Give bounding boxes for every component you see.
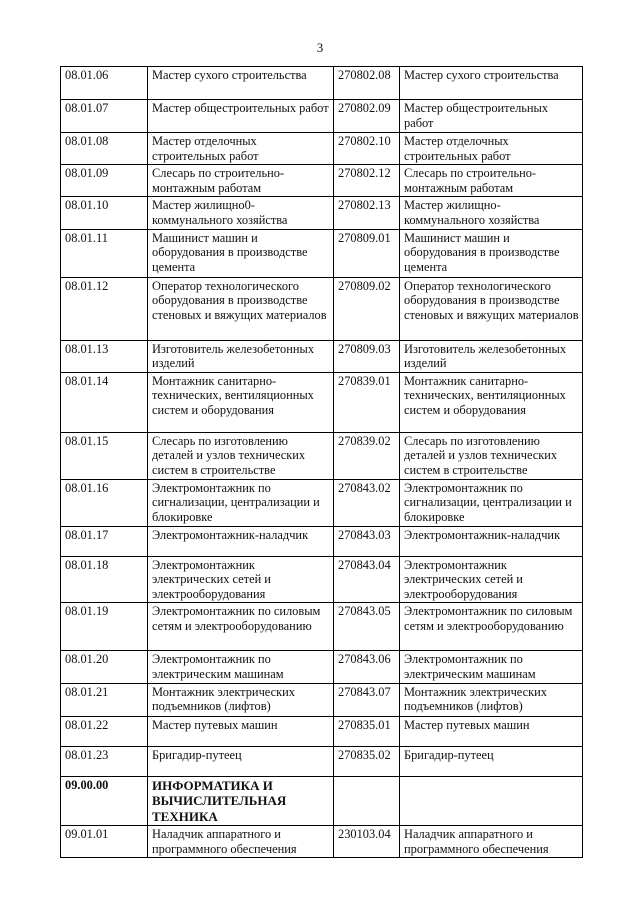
new-code-cell: 08.01.11 [61,229,148,277]
old-name-cell: Бригадир-путеец [400,746,583,776]
old-name-cell: Электромонтажник-наладчик [400,526,583,556]
table-row [61,826,583,858]
old-code-cell: 270843.04 [334,556,400,603]
new-name-cell: Наладчик аппаратного и программного обеспечения [148,826,334,858]
new-code-cell: 08.01.21 [61,683,148,716]
new-code-cell: 08.01.06 [61,67,148,100]
old-name-cell: Машинист машин и оборудования в производстве цемента [400,229,583,277]
table-row [61,67,583,100]
new-name-cell: Электромонтажник-наладчик [148,526,334,556]
old-code-cell: 270843.02 [334,479,400,526]
new-name-cell: Бригадир-путеец [148,746,334,776]
old-name-cell: Мастер отделочных строительных работ [400,133,583,165]
old-code-cell: 270839.01 [334,372,400,432]
old-code-cell: 270802.10 [334,133,400,165]
table-row [61,100,583,133]
new-name-cell: Мастер отделочных строительных работ [148,133,334,165]
old-code-cell: 270843.06 [334,651,400,683]
old-code-cell: 270802.08 [334,67,400,100]
new-name-cell: Монтажник электрических подъемников (лифтов) [148,683,334,716]
old-name-cell: Электромонтажник по сигнализации, централизации и блокировке [400,479,583,526]
new-name-cell: Мастер сухого строительства [148,67,334,100]
table-row [61,603,583,651]
table-row [61,229,583,277]
new-name-cell: Изготовитель железобетонных изделий [148,340,334,372]
old-code-cell: 270809.02 [334,277,400,340]
new-code-cell: 08.01.19 [61,603,148,651]
old-name-cell: Мастер путевых машин [400,716,583,746]
old-name-cell: Изготовитель железобетонных изделий [400,340,583,372]
old-name-cell: Мастер общестроительных работ [400,100,583,133]
new-code-cell: 09.01.01 [61,826,148,858]
new-code-cell: 08.01.17 [61,526,148,556]
new-code-cell: 08.01.23 [61,746,148,776]
new-code-cell: 08.01.15 [61,432,148,479]
old-code-cell: 270809.03 [334,340,400,372]
new-code-cell: 08.01.13 [61,340,148,372]
table-row [61,746,583,776]
old-name-cell: Мастер сухого строительства [400,67,583,100]
table-row [61,372,583,432]
new-name-cell: Оператор технологического оборудования в производстве стеновых и вяжущих материалов [148,277,334,340]
table-row [61,165,583,197]
old-code-cell: 270843.03 [334,526,400,556]
new-name-cell: Электромонтажник по сигнализации, централизации и блокировке [148,479,334,526]
new-code-cell: 08.01.09 [61,165,148,197]
new-code-cell: 08.01.12 [61,277,148,340]
new-code-cell: 08.01.14 [61,372,148,432]
old-code-cell: 270839.02 [334,432,400,479]
new-code-cell: 09.00.00 [61,776,148,826]
old-code-cell [334,776,400,826]
old-code-cell: 270809.01 [334,229,400,277]
old-name-cell: Электромонтажник электрических сетей и электрооборудования [400,556,583,603]
new-name-cell: Мастер общестроительных работ [148,100,334,133]
table-row [61,197,583,229]
table-row [61,479,583,526]
page-number: 3 [316,40,324,55]
table-row [61,432,583,479]
table-row [61,651,583,683]
new-name-cell: Электромонтажник по электрическим машинам [148,651,334,683]
table-row [61,683,583,716]
new-name-cell: Мастер жилищно0-коммунального хозяйства [148,197,334,229]
new-code-cell: 08.01.18 [61,556,148,603]
old-code-cell: 270843.05 [334,603,400,651]
old-code-cell: 270802.13 [334,197,400,229]
old-code-cell: 270835.01 [334,716,400,746]
new-code-cell: 08.01.22 [61,716,148,746]
old-name-cell: Монтажник санитарно-технических, вентиляционных систем и оборудования [400,372,583,432]
old-code-cell: 270802.12 [334,165,400,197]
table-row [61,716,583,746]
old-name-cell: Электромонтажник по электрическим машинам [400,651,583,683]
new-name-cell: Слесарь по изготовлению деталей и узлов технических систем в строительстве [148,432,334,479]
table-row [61,340,583,372]
old-name-cell [400,776,583,826]
old-name-cell: Слесарь по строительно-монтажным работам [400,165,583,197]
old-code-cell: 230103.04 [334,826,400,858]
profession-code-table [60,66,583,858]
new-code-cell: 08.01.08 [61,133,148,165]
new-code-cell: 08.01.07 [61,100,148,133]
old-code-cell: 270802.09 [334,100,400,133]
old-name-cell: Наладчик аппаратного и программного обеспечения [400,826,583,858]
new-name-cell: ИНФОРМАТИКА И ВЫЧИСЛИТЕЛЬНАЯ ТЕХНИКА [148,776,334,826]
table-body [61,67,583,858]
new-name-cell: Электромонтажник по силовым сетям и электрооборудованию [148,603,334,651]
new-name-cell: Монтажник санитарно-технических, вентиляционных систем и оборудования [148,372,334,432]
table-row [61,556,583,603]
old-name-cell: Монтажник электрических подъемников (лифтов) [400,683,583,716]
new-code-cell: 08.01.10 [61,197,148,229]
new-name-cell: Слесарь по строительно-монтажным работам [148,165,334,197]
table-group-row [61,776,583,826]
old-code-cell: 270835.02 [334,746,400,776]
new-name-cell: Машинист машин и оборудования в производстве цемента [148,229,334,277]
old-name-cell: Оператор технологического оборудования в производстве стеновых и вяжущих материалов [400,277,583,340]
table-row [61,526,583,556]
new-code-cell: 08.01.20 [61,651,148,683]
new-name-cell: Мастер путевых машин [148,716,334,746]
new-name-cell: Электромонтажник электрических сетей и электрооборудования [148,556,334,603]
new-code-cell: 08.01.16 [61,479,148,526]
old-name-cell: Мастер жилищно-коммунального хозяйства [400,197,583,229]
old-code-cell: 270843.07 [334,683,400,716]
table-row [61,133,583,165]
table-row [61,277,583,340]
old-name-cell: Электромонтажник по силовым сетям и электрооборудованию [400,603,583,651]
old-name-cell: Слесарь по изготовлению деталей и узлов технических систем в строительстве [400,432,583,479]
